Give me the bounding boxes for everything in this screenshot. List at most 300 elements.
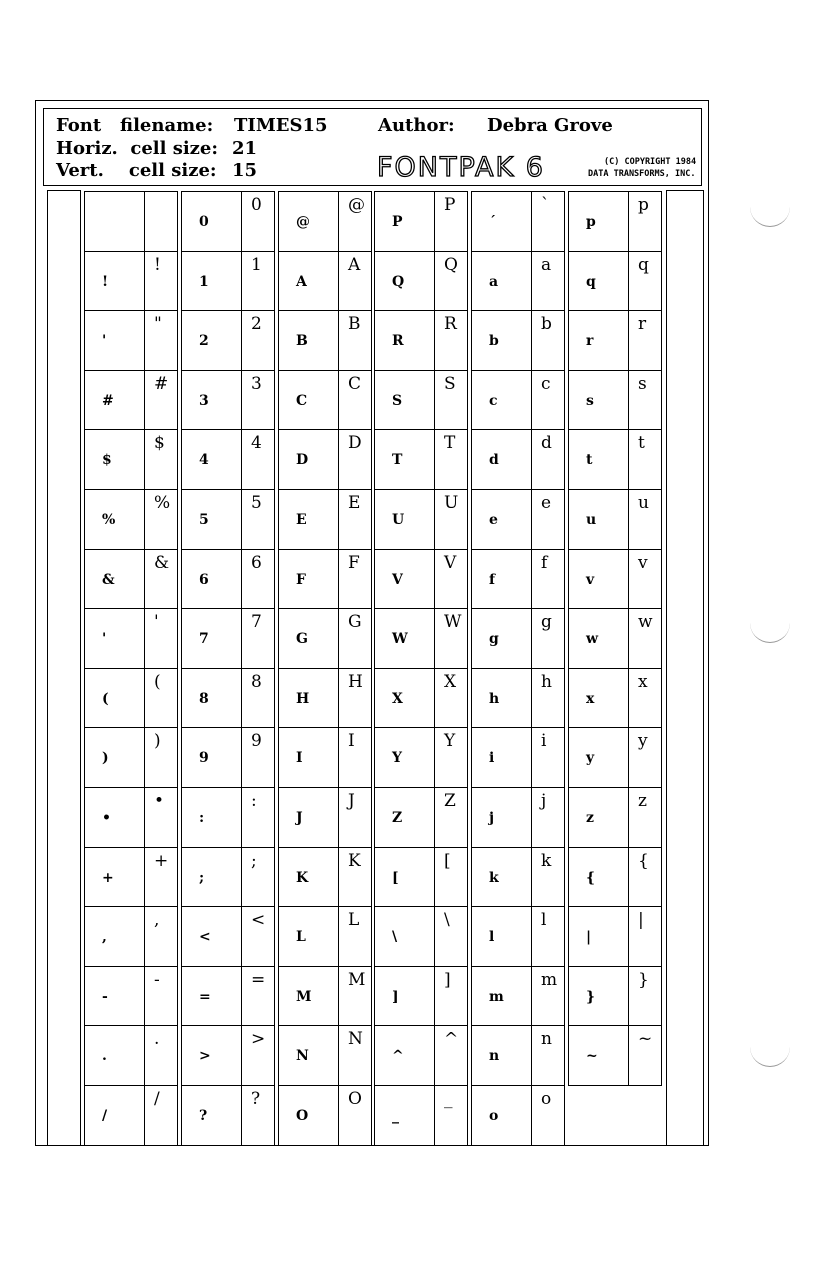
- glyph-cell: [471, 310, 532, 371]
- glyph-small: e: [489, 512, 498, 528]
- glyph-cell: [374, 370, 435, 431]
- glyph-large: D: [348, 433, 362, 454]
- glyph-cell: [278, 429, 339, 490]
- glyph-large: a: [541, 254, 552, 275]
- glyph-small: ': [102, 631, 107, 648]
- glyph-large: ^: [444, 1029, 459, 1050]
- font-filename-value: TIMES15: [234, 115, 328, 136]
- glyph-cell: [374, 489, 435, 550]
- glyph-small: >: [199, 1048, 211, 1065]
- glyph-large: :: [251, 791, 257, 811]
- glyph-small: 4: [199, 452, 209, 469]
- glyph-large: L: [348, 910, 360, 931]
- glyph-small: f: [489, 571, 496, 588]
- glyph-large: T: [444, 433, 456, 454]
- glyph-small: -: [102, 988, 108, 1005]
- glyph-large: ": [154, 314, 162, 335]
- glyph-large: W: [444, 612, 462, 633]
- glyph-small: M: [296, 988, 312, 1005]
- glyph-cell: [84, 191, 145, 252]
- glyph-cell: [531, 727, 565, 788]
- glyph-cell: [84, 727, 145, 788]
- glyph-large: G: [348, 612, 362, 633]
- glyph-large: b: [541, 314, 552, 335]
- glyph-cell: [471, 370, 532, 431]
- glyph-small: 7: [199, 631, 209, 648]
- glyph-cell: [628, 906, 662, 967]
- glyph-cell: [568, 906, 629, 967]
- glyph-large: m: [541, 969, 558, 990]
- glyph-cell: [241, 847, 275, 908]
- glyph-cell: [471, 429, 532, 490]
- glyph-small: C: [296, 392, 308, 409]
- glyph-small: n: [489, 1048, 500, 1065]
- glyph-large: ): [154, 731, 161, 752]
- glyph-large: V: [444, 552, 457, 573]
- glyph-large: U: [444, 493, 459, 513]
- glyph-large: X: [444, 671, 457, 692]
- glyph-cell: [374, 966, 435, 1027]
- glyph-small: S: [392, 392, 403, 409]
- glyph-large: l: [541, 910, 547, 931]
- glyph-cell: [278, 251, 339, 312]
- glyph-cell: [144, 906, 178, 967]
- glyph-cell: [144, 608, 178, 669]
- glyph-small: 0: [199, 214, 209, 230]
- glyph-small: (: [102, 690, 109, 707]
- glyph-large: 3: [251, 373, 262, 394]
- glyph-small: F: [296, 571, 306, 588]
- glyph-cell: [181, 668, 242, 729]
- glyph-large: S: [444, 373, 456, 394]
- glyph-cell: [338, 727, 372, 788]
- glyph-small: ]: [392, 988, 399, 1005]
- glyph-cell: [434, 847, 468, 908]
- glyph-large: i: [541, 731, 547, 752]
- glyph-large: .: [154, 1029, 160, 1050]
- glyph-small: ^: [392, 1048, 404, 1065]
- glyph-large: ~: [638, 1029, 653, 1050]
- glyph-cell: [568, 668, 629, 729]
- vert-cell-size-label: Vert. cell size:: [56, 160, 217, 181]
- glyph-small: ': [102, 333, 107, 350]
- glyph-cell: [568, 847, 629, 908]
- glyph-small: H: [296, 690, 310, 707]
- glyph-small: +: [102, 869, 114, 886]
- glyph-cell: [181, 1085, 242, 1146]
- glyph-small: q: [586, 273, 596, 290]
- glyph-large: z: [638, 791, 647, 811]
- glyph-small: ): [102, 750, 109, 767]
- author-value: Debra Grove: [487, 115, 613, 136]
- glyph-small: 5: [199, 512, 209, 528]
- glyph-large: q: [638, 254, 649, 275]
- glyph-large: p: [638, 195, 649, 215]
- glyph-cell: [374, 668, 435, 729]
- glyph-large: #: [154, 373, 169, 394]
- glyph-large: d: [541, 433, 552, 454]
- glyph-small: c: [489, 392, 498, 409]
- glyph-cell: [278, 310, 339, 371]
- glyph-small: m: [489, 988, 504, 1005]
- glyph-large: J: [348, 791, 355, 811]
- glyph-small: w: [586, 631, 599, 648]
- glyph-small: %: [102, 512, 116, 528]
- glyph-large: Z: [444, 791, 456, 811]
- vert-cell-size-value: 15: [232, 160, 258, 181]
- glyph-small: v: [586, 571, 595, 588]
- glyph-small: .: [102, 1048, 107, 1065]
- glyph-large: {: [638, 850, 649, 871]
- glyph-small: \: [392, 929, 398, 946]
- glyph-cell: [374, 906, 435, 967]
- glyph-cell: [181, 370, 242, 431]
- glyph-cell: [568, 191, 629, 252]
- glyph-large: o: [541, 1089, 552, 1109]
- glyph-cell: [568, 727, 629, 788]
- glyph-small: G: [296, 631, 308, 648]
- glyph-small: 8: [199, 690, 209, 707]
- glyph-large: v: [638, 552, 648, 573]
- glyph-small: !: [102, 273, 109, 290]
- glyph-cell: [471, 1085, 532, 1146]
- glyph-large: -: [154, 969, 160, 990]
- glyph-cell: [84, 966, 145, 1027]
- glyph-large: 0: [251, 195, 262, 215]
- glyph-cell: [471, 906, 532, 967]
- glyph-large: H: [348, 671, 363, 692]
- glyph-large: h: [541, 671, 552, 692]
- glyph-small: a: [489, 273, 499, 290]
- glyph-cell: [374, 310, 435, 371]
- glyph-small: X: [392, 690, 403, 707]
- glyph-large: 5: [251, 493, 262, 513]
- horiz-cell-size-label: Horiz. cell size:: [56, 138, 218, 159]
- glyph-cell: [144, 727, 178, 788]
- glyph-small: z: [586, 810, 594, 826]
- glyph-large: R: [444, 314, 457, 335]
- glyph-large: (: [154, 671, 161, 692]
- glyph-small: d: [489, 452, 499, 469]
- glyph-cell: [568, 1025, 629, 1086]
- glyph-small: =: [199, 988, 211, 1005]
- glyph-small: <: [199, 929, 211, 946]
- glyph-large: Y: [444, 731, 456, 752]
- glyph-cell: [568, 549, 629, 610]
- glyph-large: s: [638, 373, 647, 394]
- glyph-small: x: [586, 690, 595, 707]
- glyph-small: 6: [199, 571, 209, 588]
- glyph-large: w: [638, 612, 653, 633]
- glyph-cell: [374, 251, 435, 312]
- glyph-large: `: [541, 195, 550, 215]
- glyph-large: A: [348, 254, 361, 275]
- glyph-cell: [181, 727, 242, 788]
- right-margin-strip: [666, 190, 704, 1146]
- glyph-cell: [144, 966, 178, 1027]
- left-margin-strip: [47, 190, 81, 1146]
- glyph-cell: [374, 787, 435, 848]
- glyph-cell: [471, 608, 532, 669]
- glyph-cell: [144, 251, 178, 312]
- glyph-large: y: [638, 731, 648, 752]
- glyph-cell: [278, 787, 339, 848]
- glyph-large: k: [541, 850, 552, 871]
- glyph-small: U: [392, 512, 405, 528]
- copyright-line-1: (C) COPYRIGHT 1984: [604, 157, 697, 167]
- glyph-small: #: [102, 392, 114, 409]
- horiz-cell-size-value: 21: [232, 138, 258, 159]
- glyph-small: V: [392, 571, 403, 588]
- glyph-cell: [84, 1085, 145, 1146]
- glyph-small: _: [392, 1108, 399, 1124]
- glyph-cell: [181, 906, 242, 967]
- glyph-small: ~: [586, 1048, 598, 1065]
- glyph-large: f: [541, 552, 548, 573]
- glyph-cell: [338, 787, 372, 848]
- glyph-small: h: [489, 690, 500, 707]
- glyph-small: {: [586, 869, 596, 886]
- glyph-large: F: [348, 552, 360, 573]
- glyph-large: /: [154, 1089, 160, 1109]
- glyph-large: 1: [251, 254, 262, 275]
- glyph-small: j: [489, 810, 495, 826]
- glyph-cell: [84, 906, 145, 967]
- glyph-large: •: [154, 791, 165, 811]
- glyph-cell: [568, 489, 629, 550]
- glyph-cell: [471, 668, 532, 729]
- glyph-small: g: [489, 631, 499, 648]
- glyph-large: 8: [251, 671, 262, 692]
- glyph-cell: [278, 549, 339, 610]
- glyph-large: c: [541, 373, 551, 394]
- glyph-cell: [471, 251, 532, 312]
- glyph-small: :: [199, 810, 205, 826]
- glyph-small: ?: [199, 1108, 208, 1124]
- glyph-small: D: [296, 452, 309, 469]
- glyph-large: +: [154, 850, 169, 871]
- glyph-cell: [181, 251, 242, 312]
- glyph-cell: [144, 1085, 178, 1146]
- glyph-small: O: [296, 1108, 309, 1124]
- glyph-large: B: [348, 314, 361, 335]
- glyph-small: $: [102, 452, 112, 469]
- glyph-cell: [241, 787, 275, 848]
- glyph-large: t: [638, 433, 645, 454]
- glyph-cell: [471, 1025, 532, 1086]
- glyph-cell: [531, 549, 565, 610]
- glyph-cell: [278, 727, 339, 788]
- glyph-large: u: [638, 493, 649, 513]
- glyph-small: ;: [199, 869, 205, 886]
- glyph-cell: [181, 549, 242, 610]
- glyph-cell: [84, 668, 145, 729]
- glyph-small: Z: [392, 810, 403, 826]
- glyph-cell: [181, 310, 242, 371]
- glyph-cell: [471, 549, 532, 610]
- glyph-cell: [531, 787, 565, 848]
- glyph-large: 9: [251, 731, 262, 752]
- glyph-small: 2: [199, 333, 209, 350]
- glyph-small: N: [296, 1048, 309, 1065]
- glyph-large: K: [348, 850, 361, 871]
- glyph-large: [: [444, 850, 451, 871]
- glyph-small: L: [296, 929, 306, 946]
- glyph-small: B: [296, 333, 308, 350]
- glyph-small: o: [489, 1108, 499, 1124]
- glyph-cell: [568, 429, 629, 490]
- glyph-small: y: [586, 750, 595, 767]
- glyph-large: $: [154, 433, 165, 454]
- glyph-small: 9: [199, 750, 209, 767]
- glyph-large: \: [444, 910, 450, 931]
- glyph-cell: [434, 966, 468, 1027]
- glyph-large: ]: [444, 969, 451, 990]
- glyph-cell: [181, 847, 242, 908]
- glyph-small: J: [296, 810, 303, 826]
- glyph-small: K: [296, 869, 309, 886]
- glyph-cell: [144, 191, 178, 252]
- glyph-large: M: [348, 969, 366, 990]
- glyph-cell: [181, 489, 242, 550]
- fontpak-logo: FONTPAK 6: [377, 152, 545, 183]
- glyph-large: ?: [251, 1089, 261, 1109]
- glyph-small: 1: [199, 273, 209, 290]
- glyph-large: ;: [251, 850, 257, 871]
- glyph-large: ': [154, 612, 159, 633]
- glyph-small: W: [392, 631, 408, 648]
- glyph-small: Y: [392, 750, 402, 767]
- glyph-small: i: [489, 750, 495, 767]
- glyph-cell: [278, 489, 339, 550]
- glyph-cell: [568, 787, 629, 848]
- glyph-small: b: [489, 333, 499, 350]
- glyph-large: |: [638, 910, 644, 931]
- glyph-small: •: [102, 810, 111, 826]
- hole-punch-mark: [750, 612, 790, 643]
- glyph-cell: [471, 727, 532, 788]
- glyph-cell: [374, 727, 435, 788]
- glyph-cell: [434, 906, 468, 967]
- glyph-cell: [374, 429, 435, 490]
- glyph-cell: [278, 608, 339, 669]
- glyph-large: @: [348, 195, 365, 215]
- glyph-large: e: [541, 493, 552, 513]
- glyph-large: P: [444, 195, 456, 215]
- glyph-cell: [374, 847, 435, 908]
- glyph-cell: [84, 847, 145, 908]
- glyph-large: =: [251, 969, 266, 990]
- glyph-cell: [374, 1025, 435, 1086]
- glyph-small: A: [296, 273, 307, 290]
- glyph-cell: [374, 1085, 435, 1146]
- glyph-cell: [628, 429, 662, 490]
- glyph-cell: [278, 847, 339, 908]
- copyright-line-2: DATA TRANSFORMS, INC.: [588, 169, 696, 179]
- glyph-cell: [84, 429, 145, 490]
- glyph-cell: [568, 370, 629, 431]
- glyph-large: Q: [444, 254, 458, 275]
- glyph-cell: [84, 1025, 145, 1086]
- glyph-small: l: [489, 929, 495, 946]
- glyph-large: g: [541, 612, 552, 633]
- glyph-small: }: [586, 988, 596, 1005]
- glyph-cell: [374, 191, 435, 252]
- glyph-cell: [84, 608, 145, 669]
- glyph-small: I: [296, 750, 303, 767]
- glyph-cell: [278, 1085, 339, 1146]
- glyph-small: k: [489, 869, 499, 886]
- glyph-cell: [471, 787, 532, 848]
- glyph-small: 3: [199, 392, 209, 409]
- glyph-large: O: [348, 1089, 362, 1109]
- glyph-cell: [144, 1025, 178, 1086]
- glyph-cell: [568, 966, 629, 1027]
- font-filename-label: Font filename:: [56, 115, 214, 136]
- glyph-large: _: [444, 1089, 453, 1109]
- glyph-large: 6: [251, 552, 262, 573]
- glyph-cell: [568, 310, 629, 371]
- glyph-cell: [181, 966, 242, 1027]
- hole-punch-mark: [750, 196, 790, 227]
- glyph-large: 2: [251, 314, 262, 335]
- glyph-cell: [181, 608, 242, 669]
- glyph-cell: [84, 787, 145, 848]
- glyph-small: /: [102, 1108, 108, 1124]
- glyph-small: R: [392, 333, 404, 350]
- glyph-cell: [568, 608, 629, 669]
- glyph-small: |: [586, 929, 592, 946]
- glyph-small: s: [586, 392, 594, 409]
- glyph-cell: [471, 489, 532, 550]
- glyph-cell: [181, 1025, 242, 1086]
- glyph-large: }: [638, 969, 649, 990]
- glyph-small: E: [296, 512, 307, 528]
- glyph-small: t: [586, 452, 593, 469]
- glyph-large: ,: [154, 910, 160, 931]
- glyph-large: !: [154, 254, 161, 275]
- glyph-cell: [531, 906, 565, 967]
- glyph-cell: [181, 429, 242, 490]
- glyph-cell: [181, 191, 242, 252]
- glyph-cell: [84, 310, 145, 371]
- glyph-small: Q: [392, 273, 405, 290]
- glyph-small: @: [296, 214, 310, 230]
- glyph-large: r: [638, 314, 647, 335]
- glyph-small: T: [392, 452, 403, 469]
- glyph-large: C: [348, 373, 362, 394]
- glyph-cell: [144, 668, 178, 729]
- glyph-large: x: [638, 671, 648, 692]
- glyph-large: >: [251, 1029, 266, 1050]
- glyph-cell: [568, 251, 629, 312]
- glyph-cell: [278, 906, 339, 967]
- glyph-cell: [278, 370, 339, 431]
- glyph-cell: [374, 549, 435, 610]
- glyph-cell: [471, 847, 532, 908]
- glyph-large: &: [154, 552, 170, 573]
- glyph-large: 4: [251, 433, 262, 454]
- glyph-small: [: [392, 869, 399, 886]
- glyph-small: ´: [489, 214, 496, 230]
- glyph-small: p: [586, 214, 596, 230]
- glyph-large: 7: [251, 612, 262, 633]
- glyph-small: &: [102, 571, 115, 588]
- glyph-cell: [471, 191, 532, 252]
- glyph-small: ,: [102, 929, 107, 946]
- glyph-cell: [84, 251, 145, 312]
- glyph-large: E: [348, 493, 361, 513]
